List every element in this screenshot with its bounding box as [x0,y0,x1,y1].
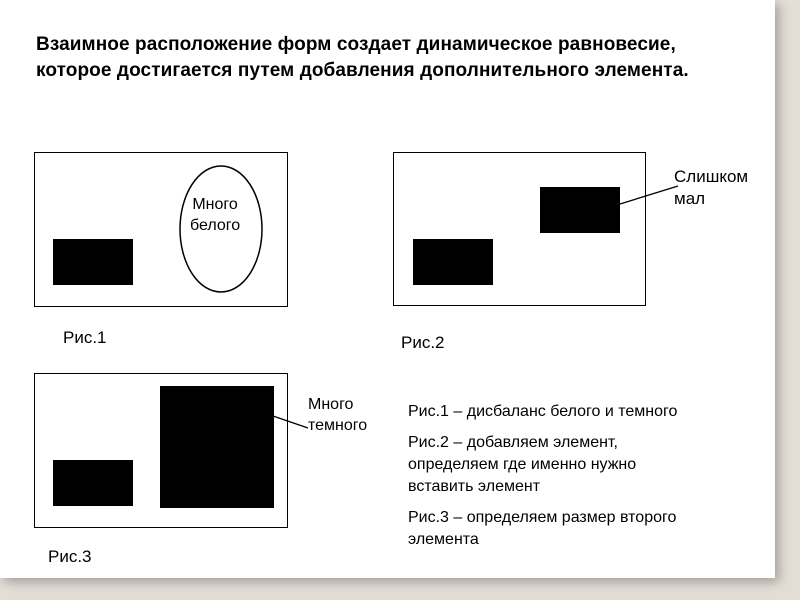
legend: Рис.1 – дисбаланс белого и темного Рис.2 – добавляем элемент, определяем где именно нужно вставить элемент Рис.3 – определяем размер второго элемента [408,403,678,548]
fig3-caption: Рис.3 [48,547,92,566]
fig1-caption: Рис.1 [63,328,107,347]
fig3-pointer-line [273,416,308,428]
title-line-1: Взаимное расположение форм создает динамическое равновесие, [36,34,676,55]
title-line-2: которое достигается путем добавления дополнительного элемента. [36,60,689,81]
fig3-callout: Много темного [308,396,368,434]
fig2-callout: Слишком мал [674,167,749,208]
fig2-caption: Рис.2 [401,333,445,352]
fig1-ellipse-label: Много белого [190,196,241,234]
